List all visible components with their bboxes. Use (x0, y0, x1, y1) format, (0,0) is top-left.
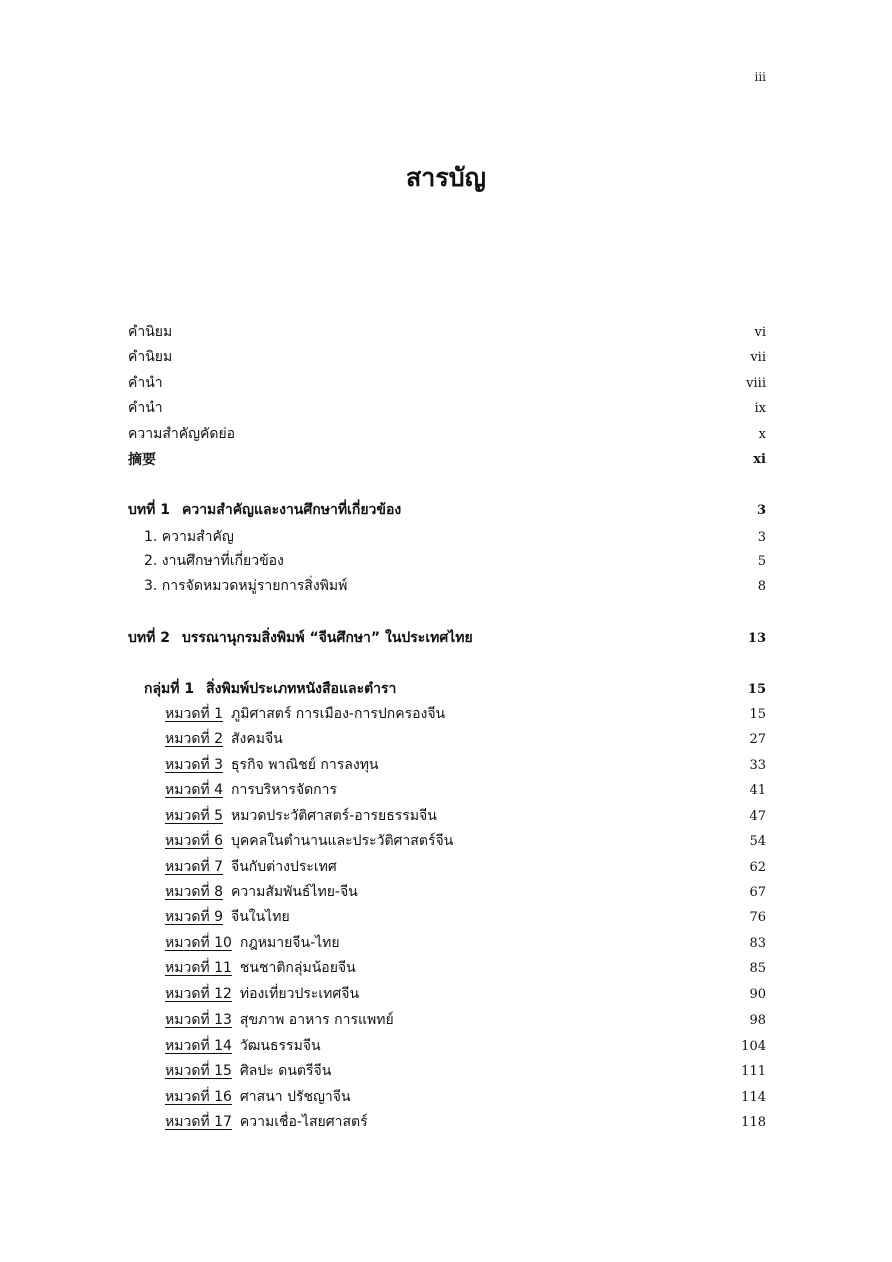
category-title: จีนกับต่างประเทศ (231, 859, 337, 875)
toc-category-5[interactable] (165, 805, 766, 827)
group-title: สิ่งพิมพ์ประเภทหนังสือและตำรา (206, 681, 397, 697)
toc-category-9[interactable] (165, 906, 766, 928)
toc-category-3[interactable] (165, 754, 766, 776)
toc-page-number: 76 (749, 909, 766, 925)
toc-category-13[interactable] (165, 1009, 766, 1031)
page-number: iii (754, 70, 766, 84)
toc-category-8[interactable] (165, 881, 766, 903)
toc-chapter-1-item-2[interactable] (144, 550, 766, 572)
category-label: หมวดที่ 7 (165, 859, 223, 875)
toc-category-1[interactable] (165, 703, 766, 725)
category-label: หมวดที่ 5 (165, 808, 223, 824)
category-label: หมวดที่ 8 (165, 884, 223, 900)
toc-chapter-2[interactable] (128, 627, 766, 649)
toc-entry-foreword-1[interactable] (128, 321, 766, 343)
toc-page-number: vii (750, 349, 766, 365)
toc-page-number: 98 (749, 1012, 766, 1028)
toc-page-number: 85 (749, 960, 766, 976)
toc-entry-label: 3. การจัดหมวดหมู่รายการสิ่งพิมพ์ (144, 578, 348, 594)
toc-page-number: x (758, 426, 766, 442)
category-label: หมวดที่ 4 (165, 782, 223, 798)
category-label: หมวดที่ 16 (165, 1089, 232, 1105)
category-label: หมวดที่ 9 (165, 909, 223, 925)
category-title: ภูมิศาสตร์ การเมือง-การปกครองจีน (231, 706, 446, 722)
toc-group-1[interactable] (144, 678, 766, 700)
toc-page-number: 15 (749, 706, 766, 722)
toc-page-number: 13 (747, 630, 766, 646)
toc-chapter-1-item-1[interactable] (144, 526, 766, 548)
toc-page-number: xi (753, 451, 766, 467)
page-title: สารบัญ (406, 163, 486, 192)
toc-entry-label: ความสำคัญคัดย่อ (128, 426, 236, 442)
category-label: หมวดที่ 17 (165, 1114, 232, 1130)
category-title: ชนชาติกลุ่มน้อยจีน (239, 960, 356, 976)
chapter-label: บทที่ 2 (128, 630, 170, 646)
toc-page-number: 47 (749, 808, 766, 824)
toc-entry-label: คำนำ (128, 400, 163, 416)
toc-entry-abstract-chinese[interactable] (128, 448, 766, 470)
category-title: บุคคลในตำนานและประวัติศาสตร์จีน (231, 833, 454, 849)
category-title: ศิลปะ ดนตรีจีน (239, 1063, 332, 1079)
toc-page-number: viii (746, 375, 766, 391)
category-label: หมวดที่ 14 (165, 1038, 232, 1054)
toc-page-number: 5 (757, 553, 766, 569)
toc-category-2[interactable] (165, 728, 766, 750)
category-title: ศาสนา ปรัชญาจีน (239, 1089, 351, 1105)
category-title: หมวดประวัติศาสตร์-อารยธรรมจีน (231, 808, 437, 824)
category-title: สังคมจีน (231, 731, 283, 747)
toc-page-number: 15 (747, 681, 766, 697)
toc-page-number: 27 (749, 731, 766, 747)
toc-page-number: 41 (749, 782, 766, 798)
toc-category-14[interactable] (165, 1035, 766, 1057)
toc-category-10[interactable] (165, 932, 766, 954)
category-title: วัฒนธรรมจีน (239, 1038, 321, 1054)
toc-entry-preface-2[interactable] (128, 397, 766, 419)
category-title: ธุรกิจ พาณิชย์ การลงทุน (231, 757, 379, 773)
chapter-title: บรรณานุกรมสิ่งพิมพ์ “จีนศึกษา” ในประเทศไทย (181, 630, 473, 646)
toc-page-number: vi (754, 324, 766, 340)
category-label: หมวดที่ 11 (165, 960, 232, 976)
toc-page-number: 3 (757, 529, 766, 545)
toc-category-6[interactable] (165, 830, 766, 852)
category-title: กฎหมายจีน-ไทย (239, 935, 340, 951)
toc-page-number: 8 (757, 578, 766, 594)
toc-page-number: 67 (749, 884, 766, 900)
toc-entry-label: คำนำ (128, 375, 163, 391)
toc-entry-preface-1[interactable] (128, 372, 766, 394)
toc-category-15[interactable] (165, 1060, 766, 1082)
toc-page-number: 33 (749, 757, 766, 773)
toc-chapter-1[interactable] (128, 499, 766, 521)
toc-page-number: 3 (756, 502, 766, 518)
toc-page-number: 54 (749, 833, 766, 849)
category-label: หมวดที่ 6 (165, 833, 223, 849)
category-title: สุขภาพ อาหาร การแพทย์ (239, 1012, 394, 1028)
toc-page-number: 83 (749, 935, 766, 951)
toc-page-number: ix (754, 400, 766, 416)
toc-category-17[interactable] (165, 1111, 766, 1133)
category-label: หมวดที่ 1 (165, 706, 223, 722)
toc-category-16[interactable] (165, 1086, 766, 1108)
category-title: ความสัมพันธ์ไทย-จีน (231, 884, 358, 900)
category-label: หมวดที่ 15 (165, 1063, 232, 1079)
toc-chapter-1-item-3[interactable] (144, 575, 766, 597)
category-title: จีนในไทย (231, 909, 290, 925)
category-label: หมวดที่ 2 (165, 731, 223, 747)
toc-page-number: 90 (749, 986, 766, 1002)
toc-page-number: 111 (741, 1063, 766, 1079)
toc-category-7[interactable] (165, 856, 766, 878)
chapter-label: บทที่ 1 (128, 502, 170, 518)
toc-page-number: 114 (741, 1089, 766, 1105)
toc-entry-label: 2. งานศึกษาที่เกี่ยวข้อง (144, 553, 284, 569)
toc-page-number: 104 (741, 1038, 766, 1054)
toc-category-12[interactable] (165, 983, 766, 1005)
toc-entry-label: 1. ความสำคัญ (144, 529, 234, 545)
toc-entry-foreword-2[interactable] (128, 346, 766, 368)
toc-entry-label: คำนิยม (128, 349, 173, 365)
category-title: การบริหารจัดการ (231, 782, 338, 798)
category-title: ท่องเที่ยวประเทศจีน (239, 986, 360, 1002)
toc-page-number: 118 (741, 1114, 766, 1130)
category-label: หมวดที่ 3 (165, 757, 223, 773)
toc-entry-abstract-thai[interactable] (128, 423, 766, 445)
toc-page-number: 62 (749, 859, 766, 875)
toc-entry-label: 摘要 (128, 452, 156, 468)
category-title: ความเชื่อ-ไสยศาสตร์ (239, 1114, 368, 1130)
category-label: หมวดที่ 12 (165, 986, 232, 1002)
chapter-title: ความสำคัญและงานศึกษาที่เกี่ยวข้อง (181, 502, 402, 518)
category-label: หมวดที่ 10 (165, 935, 232, 951)
toc-entry-label: คำนิยม (128, 324, 173, 340)
toc-category-11[interactable] (165, 957, 766, 979)
toc-category-4[interactable] (165, 779, 766, 801)
group-label: กลุ่มที่ 1 (144, 681, 195, 697)
category-label: หมวดที่ 13 (165, 1012, 232, 1028)
